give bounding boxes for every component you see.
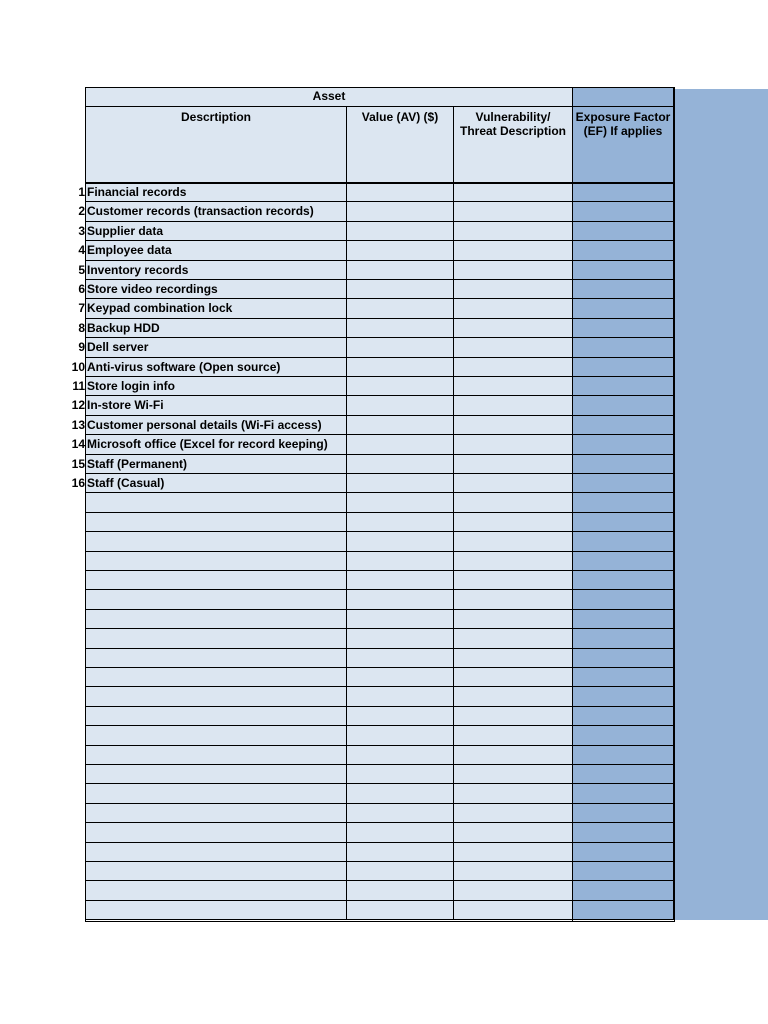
exposure-cell[interactable] xyxy=(573,338,674,357)
value-cell[interactable] xyxy=(347,901,454,920)
value-cell[interactable] xyxy=(347,668,454,687)
description-cell[interactable] xyxy=(86,901,347,920)
row-number xyxy=(45,843,85,845)
side-panel xyxy=(674,89,768,920)
row-number: 12 xyxy=(71,398,85,413)
value-cell[interactable] xyxy=(347,881,454,900)
value-cell[interactable] xyxy=(347,823,454,842)
exposure-cell[interactable] xyxy=(573,707,674,726)
exposure-cell[interactable] xyxy=(573,202,674,221)
vulnerability-cell[interactable] xyxy=(454,280,573,299)
vulnerability-cell[interactable] xyxy=(454,202,573,221)
row-number xyxy=(45,629,85,631)
vulnerability-cell[interactable] xyxy=(454,862,573,881)
asset-table xyxy=(71,88,674,921)
description-cell[interactable]: Customer records (transaction records) xyxy=(86,202,347,221)
row-number xyxy=(45,881,85,883)
description-cell[interactable]: Store login info xyxy=(86,377,347,396)
description-cell[interactable]: Financial records xyxy=(86,183,347,202)
exposure-cell[interactable] xyxy=(573,552,674,571)
description-cell[interactable] xyxy=(86,707,347,726)
value-cell[interactable] xyxy=(347,532,454,551)
description-cell[interactable] xyxy=(86,804,347,823)
description-cell[interactable] xyxy=(86,493,347,512)
value-cell[interactable] xyxy=(347,765,454,784)
vulnerability-cell[interactable] xyxy=(454,746,573,765)
vulnerability-cell[interactable] xyxy=(454,396,573,415)
vulnerability-cell[interactable] xyxy=(454,843,573,862)
exposure-cell[interactable] xyxy=(573,862,674,881)
vulnerability-cell[interactable] xyxy=(454,416,573,435)
vulnerability-cell[interactable] xyxy=(454,261,573,280)
vulnerability-cell[interactable] xyxy=(454,687,573,706)
description-cell[interactable] xyxy=(86,765,347,784)
vulnerability-cell[interactable] xyxy=(454,765,573,784)
value-cell[interactable] xyxy=(347,707,454,726)
value-cell[interactable] xyxy=(347,280,454,299)
value-cell[interactable] xyxy=(347,455,454,474)
value-cell[interactable] xyxy=(347,358,454,377)
vulnerability-cell[interactable] xyxy=(454,552,573,571)
row-number xyxy=(45,610,85,612)
exposure-cell[interactable] xyxy=(573,377,674,396)
exposure-cell[interactable] xyxy=(573,435,674,454)
description-cell[interactable] xyxy=(86,649,347,668)
description-cell[interactable]: In-store Wi-Fi xyxy=(86,396,347,415)
description-cell[interactable] xyxy=(86,746,347,765)
row-number xyxy=(45,590,85,592)
row-number xyxy=(45,668,85,670)
vulnerability-cell[interactable] xyxy=(454,183,573,202)
value-cell[interactable] xyxy=(347,649,454,668)
header-exposure: Exposure Factor (EF) If applies xyxy=(573,107,674,183)
vulnerability-cell[interactable] xyxy=(454,435,573,454)
exposure-cell[interactable] xyxy=(573,319,674,338)
row-number xyxy=(45,765,85,767)
row-number xyxy=(45,804,85,806)
description-cell[interactable]: Anti-virus software (Open source) xyxy=(86,358,347,377)
row-number: 13 xyxy=(71,417,85,432)
value-cell[interactable] xyxy=(347,377,454,396)
value-cell[interactable] xyxy=(347,610,454,629)
exposure-cell[interactable] xyxy=(573,746,674,765)
exposure-cell[interactable] xyxy=(573,358,674,377)
vulnerability-cell[interactable] xyxy=(454,338,573,357)
exposure-cell[interactable] xyxy=(573,765,674,784)
row-number xyxy=(45,571,85,573)
row-number xyxy=(45,823,85,825)
description-cell[interactable]: Keypad combination lock xyxy=(86,299,347,318)
row-number: 9 xyxy=(78,340,85,355)
value-cell[interactable] xyxy=(347,261,454,280)
vulnerability-cell[interactable] xyxy=(454,629,573,648)
exposure-cell[interactable] xyxy=(573,571,674,590)
value-cell[interactable] xyxy=(347,396,454,415)
vulnerability-cell[interactable] xyxy=(454,222,573,241)
exposure-cell[interactable] xyxy=(573,649,674,668)
row-number xyxy=(45,649,85,651)
row-number: 5 xyxy=(78,262,85,277)
description-cell[interactable] xyxy=(86,610,347,629)
value-cell[interactable] xyxy=(347,571,454,590)
vulnerability-cell[interactable] xyxy=(454,319,573,338)
row-number: 3 xyxy=(78,223,85,238)
description-cell[interactable] xyxy=(86,784,347,803)
description-cell[interactable]: Store video recordings xyxy=(86,280,347,299)
exposure-cell[interactable] xyxy=(573,668,674,687)
exposure-cell[interactable] xyxy=(573,455,674,474)
vulnerability-cell[interactable] xyxy=(454,726,573,745)
row-number xyxy=(45,707,85,709)
description-cell[interactable] xyxy=(86,823,347,842)
description-cell[interactable]: Dell server xyxy=(86,338,347,357)
row-number: 14 xyxy=(71,437,85,452)
vulnerability-cell[interactable] xyxy=(454,649,573,668)
exposure-cell[interactable] xyxy=(573,726,674,745)
exposure-cell[interactable] xyxy=(573,513,674,532)
exposure-cell[interactable] xyxy=(573,183,674,202)
description-cell[interactable] xyxy=(86,726,347,745)
value-cell[interactable] xyxy=(347,416,454,435)
description-cell[interactable]: Staff (Permanent) xyxy=(86,455,347,474)
description-cell[interactable]: Microsoft office (Excel for record keeping) xyxy=(86,435,347,454)
vulnerability-cell[interactable] xyxy=(454,377,573,396)
vulnerability-cell[interactable] xyxy=(454,784,573,803)
value-cell[interactable] xyxy=(347,590,454,609)
row-number: 15 xyxy=(71,456,85,471)
vulnerability-cell[interactable] xyxy=(454,590,573,609)
value-cell[interactable] xyxy=(347,319,454,338)
header-exposure-top xyxy=(573,88,674,107)
exposure-cell[interactable] xyxy=(573,416,674,435)
exposure-cell[interactable] xyxy=(573,843,674,862)
exposure-cell[interactable] xyxy=(573,261,674,280)
exposure-cell[interactable] xyxy=(573,280,674,299)
row-number xyxy=(45,901,85,903)
description-cell[interactable] xyxy=(86,881,347,900)
vulnerability-cell[interactable] xyxy=(454,299,573,318)
vulnerability-cell[interactable] xyxy=(454,571,573,590)
exposure-cell[interactable] xyxy=(573,396,674,415)
exposure-cell[interactable] xyxy=(573,299,674,318)
header-description: Descrtiption xyxy=(86,107,347,183)
row-number xyxy=(45,862,85,864)
vulnerability-cell[interactable] xyxy=(454,610,573,629)
exposure-cell[interactable] xyxy=(573,474,674,493)
description-cell[interactable] xyxy=(86,571,347,590)
row-number: 2 xyxy=(78,204,85,219)
description-cell[interactable] xyxy=(86,668,347,687)
value-cell[interactable] xyxy=(347,552,454,571)
header-vulnerability: Vulnerability/ Threat Description xyxy=(454,107,573,183)
description-cell[interactable] xyxy=(86,532,347,551)
description-cell[interactable] xyxy=(86,862,347,881)
exposure-cell[interactable] xyxy=(573,901,674,920)
vulnerability-cell[interactable] xyxy=(454,532,573,551)
value-cell[interactable] xyxy=(347,513,454,532)
row-number xyxy=(45,493,85,495)
row-number: 1 xyxy=(78,185,85,199)
value-cell[interactable] xyxy=(347,804,454,823)
exposure-cell[interactable] xyxy=(573,823,674,842)
description-cell[interactable] xyxy=(86,590,347,609)
header-asset: Asset xyxy=(86,88,573,107)
value-cell[interactable] xyxy=(347,687,454,706)
exposure-cell[interactable] xyxy=(573,222,674,241)
row-number: 16 xyxy=(71,476,85,490)
value-cell[interactable] xyxy=(347,338,454,357)
vulnerability-cell[interactable] xyxy=(454,901,573,920)
description-cell[interactable] xyxy=(86,629,347,648)
value-cell[interactable] xyxy=(347,493,454,512)
vulnerability-cell[interactable] xyxy=(454,707,573,726)
value-cell[interactable] xyxy=(347,241,454,260)
vulnerability-cell[interactable] xyxy=(454,358,573,377)
exposure-cell[interactable] xyxy=(573,241,674,260)
value-cell[interactable] xyxy=(347,862,454,881)
value-cell[interactable] xyxy=(347,843,454,862)
row-number xyxy=(45,726,85,728)
exposure-cell[interactable] xyxy=(573,881,674,900)
row-number: 7 xyxy=(78,301,85,316)
description-cell[interactable]: Customer personal details (Wi-Fi access) xyxy=(86,416,347,435)
exposure-cell[interactable] xyxy=(573,629,674,648)
value-cell[interactable] xyxy=(347,202,454,221)
value-cell[interactable] xyxy=(347,435,454,454)
value-cell[interactable] xyxy=(347,784,454,803)
vulnerability-cell[interactable] xyxy=(454,823,573,842)
row-number xyxy=(45,513,85,515)
description-cell[interactable]: Inventory records xyxy=(86,261,347,280)
value-cell[interactable] xyxy=(347,726,454,745)
row-number: 11 xyxy=(72,379,85,393)
row-number: 8 xyxy=(78,320,85,335)
vulnerability-cell[interactable] xyxy=(454,455,573,474)
vulnerability-cell[interactable] xyxy=(454,668,573,687)
exposure-cell[interactable] xyxy=(573,610,674,629)
value-cell[interactable] xyxy=(347,474,454,493)
value-cell[interactable] xyxy=(347,299,454,318)
row-number: 4 xyxy=(78,243,85,258)
description-cell[interactable]: Supplier data xyxy=(86,222,347,241)
exposure-cell[interactable] xyxy=(573,687,674,706)
description-cell[interactable]: Staff (Casual) xyxy=(86,474,347,493)
header-value: Value (AV) ($) xyxy=(347,107,454,183)
exposure-cell[interactable] xyxy=(573,804,674,823)
description-cell[interactable] xyxy=(86,843,347,862)
description-cell[interactable]: Backup HDD xyxy=(86,319,347,338)
exposure-cell[interactable] xyxy=(573,532,674,551)
row-number xyxy=(45,784,85,786)
vulnerability-cell[interactable] xyxy=(454,513,573,532)
value-cell[interactable] xyxy=(347,629,454,648)
vulnerability-cell[interactable] xyxy=(454,493,573,512)
value-cell[interactable] xyxy=(347,222,454,241)
vulnerability-cell[interactable] xyxy=(454,804,573,823)
row-number: 6 xyxy=(78,282,85,296)
vulnerability-cell[interactable] xyxy=(454,474,573,493)
value-cell[interactable] xyxy=(347,746,454,765)
row-number: 10 xyxy=(71,359,85,374)
exposure-cell[interactable] xyxy=(573,590,674,609)
vulnerability-cell[interactable] xyxy=(454,241,573,260)
vulnerability-cell[interactable] xyxy=(454,881,573,900)
description-cell[interactable] xyxy=(86,513,347,532)
row-number xyxy=(45,532,85,534)
row-number xyxy=(45,552,85,554)
value-cell[interactable] xyxy=(347,183,454,202)
description-cell[interactable] xyxy=(86,552,347,571)
row-number xyxy=(45,746,85,748)
exposure-cell[interactable] xyxy=(573,493,674,512)
row-number xyxy=(45,687,85,689)
exposure-cell[interactable] xyxy=(573,784,674,803)
description-cell[interactable] xyxy=(86,687,347,706)
description-cell[interactable]: Employee data xyxy=(86,241,347,260)
